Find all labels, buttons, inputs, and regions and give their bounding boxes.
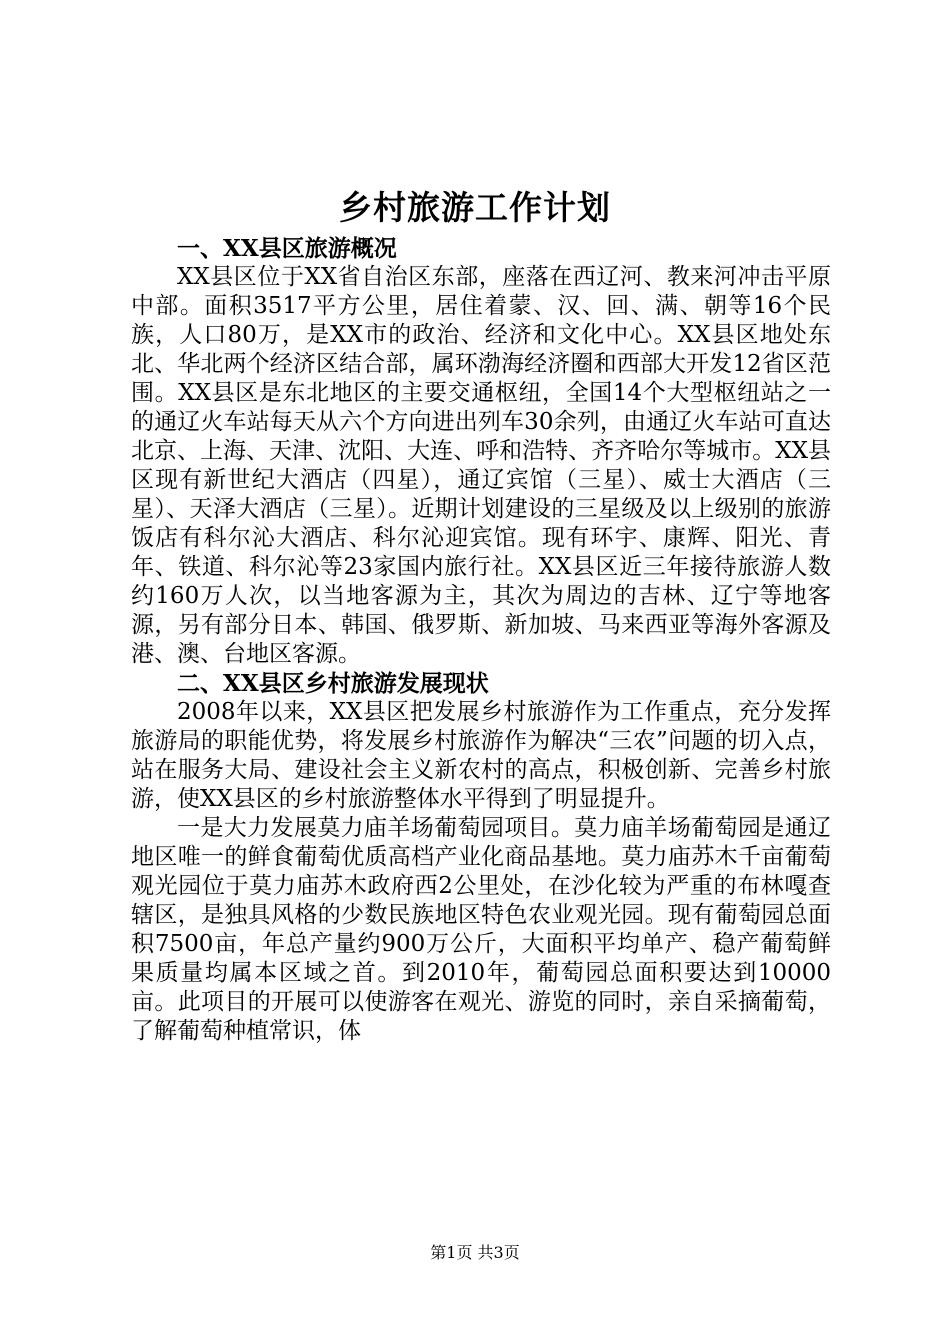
document-body <box>131 234 831 1046</box>
section-heading-status: 二、XX县区乡村旅游发展现状 <box>177 670 489 697</box>
paragraph-vineyard-project: 一是大力发展莫力庙羊场葡萄园项目。莫力庙羊场葡萄园是通辽地区唯一的鲜食葡萄优质高档产业化商品基地。莫力庙苏木千亩葡萄观光园位于莫力庙苏木政府西2公里处，在沙化较为严重的布林嘎查辖区，是独具风格的少数民族地区特色农业观光园。现有葡萄园总面积7500亩，年总产量约900万公斤，大面积平均单产、稳产葡萄鲜果质量均属本区域之首。到2010年，葡萄园总面积要达到10000亩。此项目的开展可以使游客在观光、游览的同时，亲自采摘葡萄，了解葡萄种植常识，体 <box>131 815 831 1044</box>
document-title: 乡村旅游工作计划 <box>339 188 611 227</box>
page-footer: 第1页 共3页 <box>430 1243 520 1262</box>
paragraph-overview: XX县区位于XX省自治区东部，座落在西辽河、教来河冲击平原中部。面积3517平方公里，居住着蒙、汉、回、满、朝等16个民族，人口80万，是XX市的政治、经济和文化中心。XX县区地处东北、华北两个经济区结合部，属环渤海经济圈和西部大开发12省区范围。XX县区是东北地区的主要交通枢纽，全国14个大型枢纽站之一的通辽火车站每天从六个方向进出列车30余列，由通辽火车站可直达北京、上海、天津、沈阳、大连、呼和浩特、齐齐哈尔等城市。XX县区现有新世纪大酒店（四星），通辽宾馆（三星）、威士大酒店（三星）、天泽大酒店（三星）。近期计划建设的三星级及以上级别的旅游饭店有科尔沁大酒店、科尔沁迎宾馆。现有环宇、康辉、阳光、青年、铁道、科尔沁等23家国内旅行社。XX县区近三年接待旅游人数约160万人次，以当地客源为主，其次为周边的吉林、辽宁等地客源，另有部分日本、韩国、俄罗斯、新加坡、马来西亚等海外客源及港、澳、台地区客源。 <box>131 264 831 667</box>
paragraph-status-intro: 2008年以来，XX县区把发展乡村旅游作为工作重点，充分发挥旅游局的职能优势，将发展乡村旅游作为解决“三农”问题的切入点，站在服务大局、建设社会主义新农村的高点，积极创新、完善乡村旅游，使XX县区的乡村旅游整体水平得到了明显提升。 <box>131 699 831 812</box>
section-heading-overview: 一、XX县区旅游概况 <box>177 235 397 262</box>
